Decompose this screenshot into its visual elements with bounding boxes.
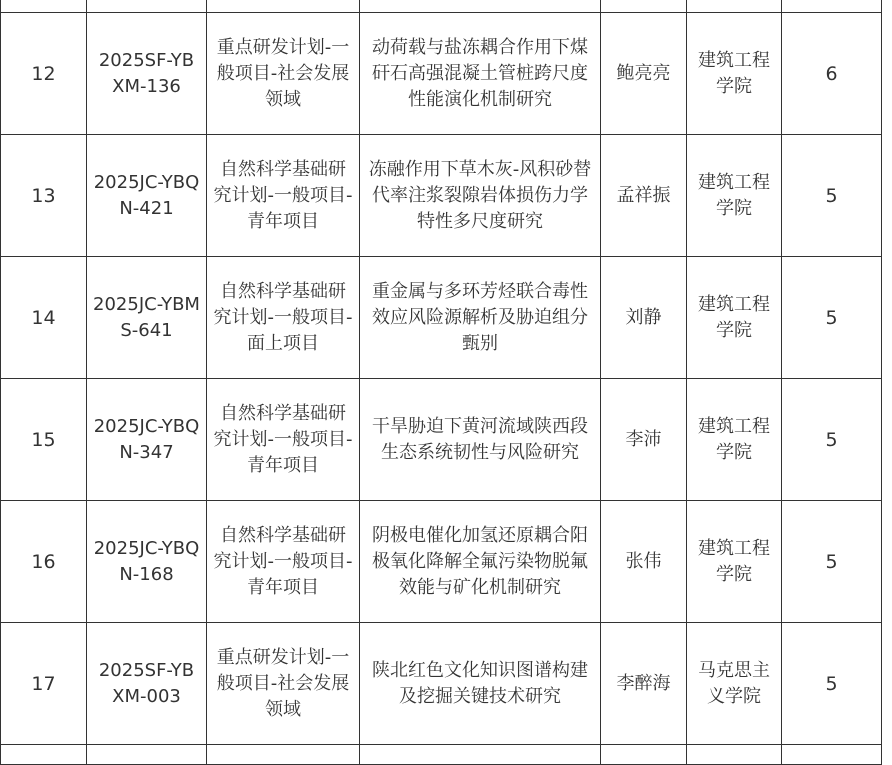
table-row xyxy=(1,135,882,257)
table-row xyxy=(1,379,882,501)
next-row-remnant xyxy=(1,745,882,765)
project-title: 阴极电催化加氢还原耦合阳极氧化降解全氟污染物脱氟效能与矿化机制研究 xyxy=(360,501,601,623)
project-leader: 刘静 xyxy=(601,257,687,379)
member-count: 5 xyxy=(782,379,882,501)
college-name: 建筑工程学院 xyxy=(687,13,782,135)
college-name: 建筑工程学院 xyxy=(687,501,782,623)
project-type: 重点研发计划-一般项目-社会发展领域 xyxy=(207,623,360,745)
project-leader: 孟祥振 xyxy=(601,135,687,257)
project-leader: 鲍亮亮 xyxy=(601,13,687,135)
previous-row-remnant xyxy=(1,0,882,13)
row-number: 15 xyxy=(1,379,87,501)
table-body xyxy=(1,0,882,765)
college-name: 建筑工程学院 xyxy=(687,257,782,379)
project-type: 重点研发计划-一般项目-社会发展领域 xyxy=(207,13,360,135)
row-number: 16 xyxy=(1,501,87,623)
member-count: 6 xyxy=(782,13,882,135)
member-count: 5 xyxy=(782,501,882,623)
row-number: 17 xyxy=(1,623,87,745)
project-leader: 李醉海 xyxy=(601,623,687,745)
member-count: 5 xyxy=(782,135,882,257)
project-title: 动荷载与盐冻耦合作用下煤矸石高强混凝土管桩跨尺度性能演化机制研究 xyxy=(360,13,601,135)
project-type: 自然科学基础研究计划-一般项目-面上项目 xyxy=(207,257,360,379)
table-row xyxy=(1,623,882,745)
project-code: 2025JC-YBQN-421 xyxy=(87,135,207,257)
project-title: 重金属与多环芳烃联合毒性效应风险源解析及胁迫组分甄别 xyxy=(360,257,601,379)
project-code: 2025SF-YBXM-136 xyxy=(87,13,207,135)
project-code: 2025JC-YBQN-168 xyxy=(87,501,207,623)
project-type: 自然科学基础研究计划-一般项目-青年项目 xyxy=(207,501,360,623)
project-code: 2025JC-YBMS-641 xyxy=(87,257,207,379)
project-title: 冻融作用下草木灰-风积砂替代率注浆裂隙岩体损伤力学特性多尺度研究 xyxy=(360,135,601,257)
project-type: 自然科学基础研究计划-一般项目-青年项目 xyxy=(207,135,360,257)
project-title: 陕北红色文化知识图谱构建及挖掘关键技术研究 xyxy=(360,623,601,745)
row-number: 14 xyxy=(1,257,87,379)
row-number: 12 xyxy=(1,13,87,135)
project-type: 自然科学基础研究计划-一般项目-青年项目 xyxy=(207,379,360,501)
table-row xyxy=(1,257,882,379)
project-leader: 李沛 xyxy=(601,379,687,501)
project-code: 2025SF-YBXM-003 xyxy=(87,623,207,745)
college-name: 建筑工程学院 xyxy=(687,379,782,501)
college-name: 建筑工程学院 xyxy=(687,135,782,257)
table-row xyxy=(1,13,882,135)
college-name: 马克思主义学院 xyxy=(687,623,782,745)
row-number: 13 xyxy=(1,135,87,257)
project-code: 2025JC-YBQN-347 xyxy=(87,379,207,501)
project-leader: 张伟 xyxy=(601,501,687,623)
table-row xyxy=(1,501,882,623)
member-count: 5 xyxy=(782,623,882,745)
project-title: 干旱胁迫下黄河流域陕西段生态系统韧性与风险研究 xyxy=(360,379,601,501)
member-count: 5 xyxy=(782,257,882,379)
